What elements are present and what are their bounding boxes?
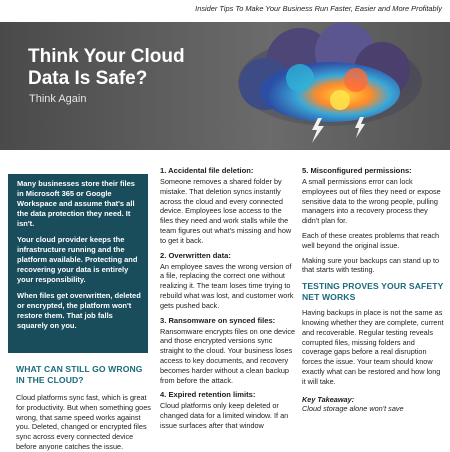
item-title: 4. Expired retention limits:	[160, 390, 256, 400]
item-body: Ransomware encrypts files on one device and those encrypted versions sync straight to the cloud. Your business loses access to key documents, and recovery becomes harder without a clean backup from before the attack.	[160, 326, 296, 385]
column-3	[302, 166, 444, 414]
key-takeaway-text: Cloud storage alone won't save	[302, 404, 404, 414]
paragraph-problems: Each of these creates problems that reach well beyond the original issue.	[302, 230, 440, 250]
callout-paragraph: Your cloud provider keeps the infrastructure running and the platform available. Protecting and recovering your data is entirely your responsibility.	[17, 235, 138, 284]
item-title: 3. Ransomware on synced files:	[160, 315, 276, 325]
item-body: A small permissions error can lock employees out of files they need or expose sensitive data to the wrong people, pulling managers into a recovery process they didn't plan for.	[302, 177, 441, 226]
item-title: 2. Overwritten data:	[160, 250, 231, 260]
hero-subtitle: Think Again	[29, 93, 87, 105]
column1-body: Cloud platforms sync fast, which is great for productivity. But when something goes wrong, that same speed works against you. Deleted, changed or encrypted files sync across every connected device before anyone catches the issue.	[16, 393, 151, 451]
intro-callout-box	[8, 174, 148, 353]
newsletter-tagline: Insider Tips To Make Your Business Run Faster, Easier and More Profitably	[195, 4, 442, 13]
section-heading-what-can-go-wrong: WHAT CAN STILL GO WRONG IN THE CLOUD?	[16, 364, 143, 385]
section-heading-testing: TESTING PROVES YOUR SAFETY NET WORKS	[302, 281, 444, 303]
key-takeaway-label: Key Takeaway:	[302, 394, 355, 404]
paragraph-backups: Making sure your backups can stand up to that starts with testing.	[302, 255, 440, 275]
item-title: 5. Misconfigured permissions:	[302, 166, 412, 175]
callout-paragraph: When files get overwritten, deleted or encrypted, the platform won't restore them. That job falls squarely on you.	[17, 291, 141, 330]
item-body: An employee saves the wrong version of a file, replacing the correct one without realizing it. The team loses time trying to rebuild what was lost, and customer work gets pushed back.	[160, 261, 294, 310]
testing-body: Having backups in place is not the same as knowing whether they are complete, current and recoverable. Regular testing reveals corrupted files, missing folders and coverage gaps before a real disruption forces the issue. Your team should know exactly what can be restored and how long it will take.	[302, 308, 444, 386]
item-title: 1. Accidental file deletion:	[160, 166, 254, 175]
hero-banner	[0, 22, 450, 150]
callout-paragraph: Many businesses store their files in Microsoft 365 or Google Workspace and assume that's all the data protection they need. It isn't.	[17, 179, 135, 228]
cloud-shape	[238, 22, 422, 126]
item-body: Cloud platforms only keep deleted or changed data for a limited window. If an issue surfaces after that window	[160, 401, 289, 430]
column-2	[160, 166, 296, 436]
item-body: Someone removes a shared folder by mistake. That deletion syncs instantly across the cloud and every connected device. Employees lose access to the files they need and work stalls while the team figures out what's missing and how to get it back.	[160, 177, 292, 245]
hero-title: Think Your Cloud Data Is Safe?	[28, 46, 185, 89]
